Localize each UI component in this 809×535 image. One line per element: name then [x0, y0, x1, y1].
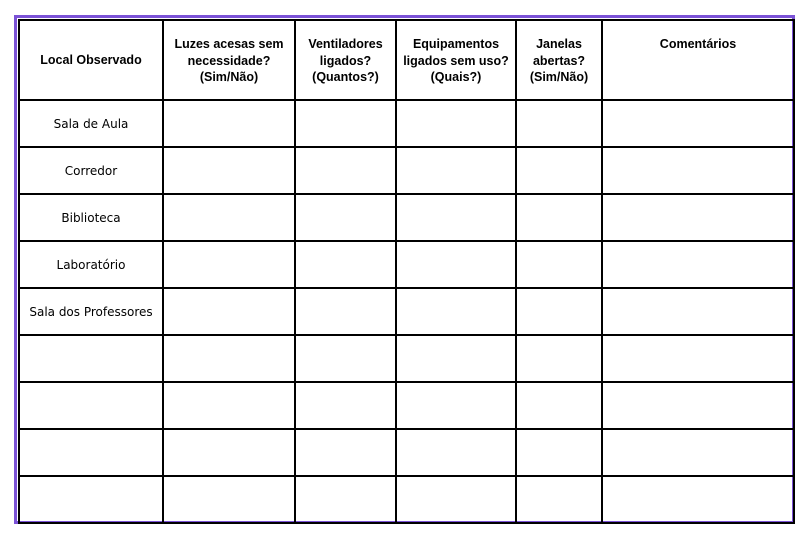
cell-comentarios[interactable] [602, 194, 794, 241]
header-equipamentos: Equipamentos ligados sem uso? (Quais?) [396, 20, 516, 100]
cell-janelas[interactable] [516, 241, 602, 288]
cell-equipamentos[interactable] [396, 476, 516, 523]
table-row [19, 335, 794, 382]
cell-comentarios[interactable] [602, 288, 794, 335]
cell-local[interactable] [19, 429, 163, 476]
cell-luzes[interactable] [163, 476, 295, 523]
table-row [19, 382, 794, 429]
cell-janelas[interactable] [516, 429, 602, 476]
cell-luzes[interactable] [163, 147, 295, 194]
cell-comentarios[interactable] [602, 100, 794, 147]
cell-local: Laboratório [19, 241, 163, 288]
observation-table [18, 19, 795, 524]
cell-equipamentos[interactable] [396, 335, 516, 382]
cell-ventiladores[interactable] [295, 335, 396, 382]
cell-comentarios[interactable] [602, 147, 794, 194]
cell-comentarios[interactable] [602, 382, 794, 429]
cell-ventiladores[interactable] [295, 476, 396, 523]
cell-ventiladores[interactable] [295, 100, 396, 147]
table-row [19, 476, 794, 523]
table-row [19, 147, 794, 194]
cell-luzes[interactable] [163, 241, 295, 288]
cell-ventiladores[interactable] [295, 288, 396, 335]
header-janelas: Janelas abertas? (Sim/Não) [516, 20, 602, 100]
table-row [19, 241, 794, 288]
table-row [19, 429, 794, 476]
cell-local: Biblioteca [19, 194, 163, 241]
cell-equipamentos[interactable] [396, 100, 516, 147]
cell-luzes[interactable] [163, 429, 295, 476]
cell-equipamentos[interactable] [396, 382, 516, 429]
cell-local: Corredor [19, 147, 163, 194]
cell-luzes[interactable] [163, 335, 295, 382]
cell-ventiladores[interactable] [295, 382, 396, 429]
cell-local[interactable] [19, 382, 163, 429]
cell-ventiladores[interactable] [295, 147, 396, 194]
cell-ventiladores[interactable] [295, 241, 396, 288]
cell-luzes[interactable] [163, 382, 295, 429]
table-row [19, 288, 794, 335]
cell-comentarios[interactable] [602, 476, 794, 523]
header-row [19, 20, 794, 100]
cell-local[interactable] [19, 335, 163, 382]
cell-equipamentos[interactable] [396, 147, 516, 194]
cell-luzes[interactable] [163, 100, 295, 147]
cell-comentarios[interactable] [602, 335, 794, 382]
cell-luzes[interactable] [163, 288, 295, 335]
cell-janelas[interactable] [516, 382, 602, 429]
cell-janelas[interactable] [516, 147, 602, 194]
cell-comentarios[interactable] [602, 241, 794, 288]
table-row [19, 194, 794, 241]
cell-local: Sala dos Professores [19, 288, 163, 335]
header-ventiladores: Ventiladores ligados? (Quantos?) [295, 20, 396, 100]
cell-luzes[interactable] [163, 194, 295, 241]
cell-equipamentos[interactable] [396, 194, 516, 241]
cell-ventiladores[interactable] [295, 194, 396, 241]
cell-equipamentos[interactable] [396, 288, 516, 335]
cell-janelas[interactable] [516, 100, 602, 147]
cell-equipamentos[interactable] [396, 429, 516, 476]
header-local-observado: Local Observado [19, 20, 163, 100]
header-luzes-acesas: Luzes acesas sem necessidade? (Sim/Não) [163, 20, 295, 100]
cell-janelas[interactable] [516, 288, 602, 335]
cell-local: Sala de Aula [19, 100, 163, 147]
cell-equipamentos[interactable] [396, 241, 516, 288]
cell-local[interactable] [19, 476, 163, 523]
cell-ventiladores[interactable] [295, 429, 396, 476]
table-row [19, 100, 794, 147]
worksheet-frame [14, 15, 795, 524]
cell-comentarios[interactable] [602, 429, 794, 476]
cell-janelas[interactable] [516, 194, 602, 241]
cell-janelas[interactable] [516, 335, 602, 382]
cell-janelas[interactable] [516, 476, 602, 523]
header-comentarios: Comentários [602, 20, 794, 100]
